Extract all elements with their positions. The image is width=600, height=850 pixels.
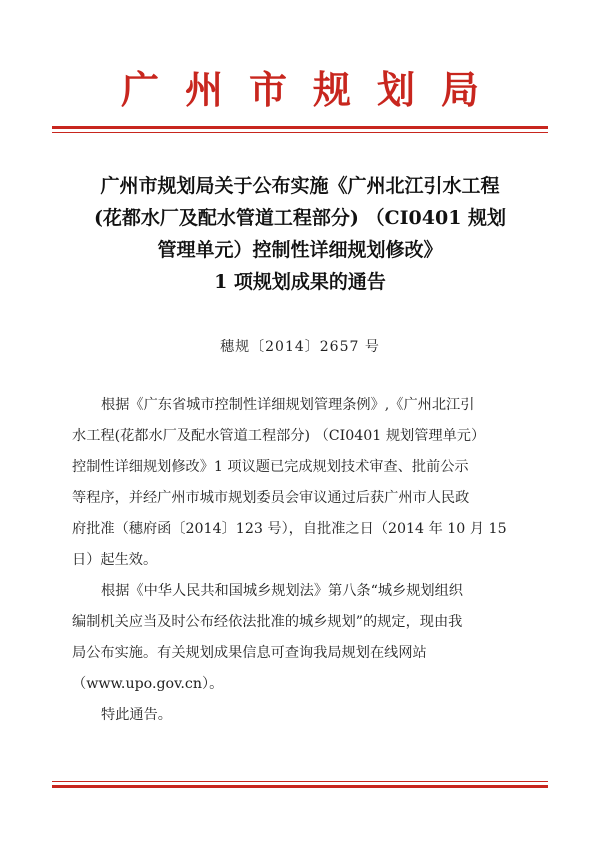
title-line: (花都水厂及配水管道工程部分) （CI0401 规划 [93, 207, 507, 229]
document-title [60, 170, 540, 298]
title-line: 管理单元）控制性详细规划修改》 [157, 239, 443, 261]
footer-rule-thick [52, 785, 548, 788]
body-line: 局公布实施。有关规划成果信息可查询我局规划在线网站 [72, 645, 427, 661]
body-line: 控制性详细规划修改》1 项议题已完成规划技术审查、批前公示 [72, 459, 469, 475]
paragraph-publication [72, 576, 532, 700]
body-line: 水工程(花都水厂及配水管道工程部分) （CI0401 规划管理单元） [72, 428, 486, 444]
body-line: 等程序，并经广州市城市规划委员会审议通过后获广州市人民政 [72, 490, 470, 506]
body-line: 府批准（穗府函〔2014〕123 号），自批准之日（2014 年 10 月 15 [72, 521, 507, 537]
title-line: 1 项规划成果的通告 [214, 271, 386, 293]
document-number: 穗规〔2014〕2657 号 [220, 339, 380, 355]
footer-rule-thin [52, 781, 548, 782]
closing-line: 特此通告。 [101, 707, 172, 723]
body-line: 编制机关应当及时公布经依法批准的城乡规划”的规定，现由我 [72, 614, 463, 630]
paragraph-legal-basis [72, 390, 532, 576]
body-line: 日）起生效。 [72, 552, 158, 568]
body-line: 根据《广东省城市控制性详细规划管理条例》,《广州北江引 [101, 397, 475, 413]
body-line: （www.upo.gov.cn）。 [72, 676, 224, 692]
body-line: 根据《中华人民共和国城乡规划法》第八条“城乡规划组织 [101, 583, 463, 599]
document-body [72, 390, 532, 731]
header-rule-thin [52, 132, 548, 133]
title-line: 广州市规划局关于公布实施《广州北江引水工程 [100, 175, 500, 197]
organization-header: 广州市规划局 [120, 67, 505, 112]
paragraph-closing [72, 700, 532, 731]
header-rule-thick [52, 126, 548, 129]
